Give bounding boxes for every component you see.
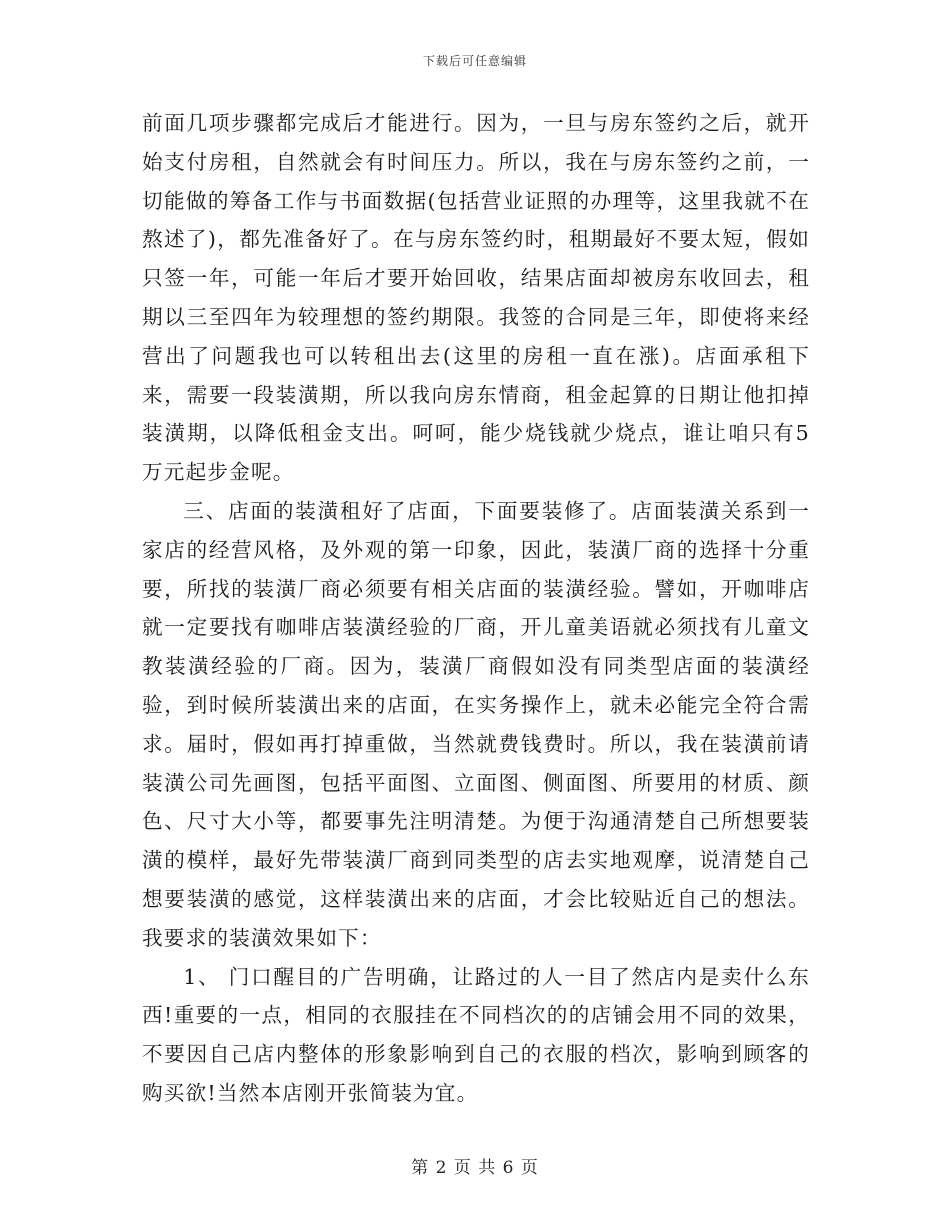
page-header: 下载后可任意编辑: [422, 54, 527, 68]
paragraph-3: 1、 门口醒目的广告明确，让路过的人一目了然店内是卖什么东西!重要的一点，相同的衣服挂在不同档次的的店铺会用不同的效果，不要因自己店内整体的形象影响到自己的衣服的档次，影响到顾客的购买欲!当然本店刚开张简装为宜。: [142, 964, 810, 1105]
document-body: [142, 104, 810, 1113]
paragraph-1: 前面几项步骤都完成后才能进行。因为，一旦与房东签约之后，就开始支付房租，自然就会有时间压力。所以，我在与房东签约之前，一切能做的筹备工作与书面数据(包括营业证照的办理等，这里我就不在熬述了)，都先准备好了。在与房东签约时，租期最好不要太短，假如只签一年，可能一年后才要开始回收，结果店面却被房东收回去，租期以三至四年为较理想的签约期限。我签的合同是三年，即使将来经营出了问题我也可以转租出去(这里的房租一直在涨)。店面承租下来，需要一段装潢期，所以我向房东情商，租金起算的日期让他扣掉装潢期，以降低租金支出。呵呵，能少烧钱就少烧点，谁让咱只有5万元起步金呢。: [142, 111, 810, 485]
page-footer: 第 2 页 共 6 页: [411, 1158, 539, 1178]
paragraph-2: 三、店面的装潢租好了店面，下面要装修了。店面装潢关系到一家店的经营风格，及外观的第一印象，因此，装潢厂商的选择十分重要，所找的装潢厂商必须要有相关店面的装潢经验。譬如，开咖啡店就一定要找有咖啡店装潢经验的厂商，开儿童美语就必须找有儿童文教装潢经验的厂商。因为，装潢厂商假如没有同类型店面的装潢经验，到时候所装潢出来的店面，在实务操作上，就未必能完全符合需求。届时，假如再打掉重做，当然就费钱费时。所以，我在装潢前请装潢公司先画图，包括平面图、立面图、侧面图、所要用的材质、颜色、尺寸大小等，都要事先注明清楚。为便于沟通清楚自己所想要装潢的模样，最好先带装潢厂商到同类型的店去实地观摩，说清楚自己想要装潢的感觉，这样装潢出来的店面，才会比较贴近自己的想法。我要求的装潢效果如下：: [142, 498, 810, 950]
